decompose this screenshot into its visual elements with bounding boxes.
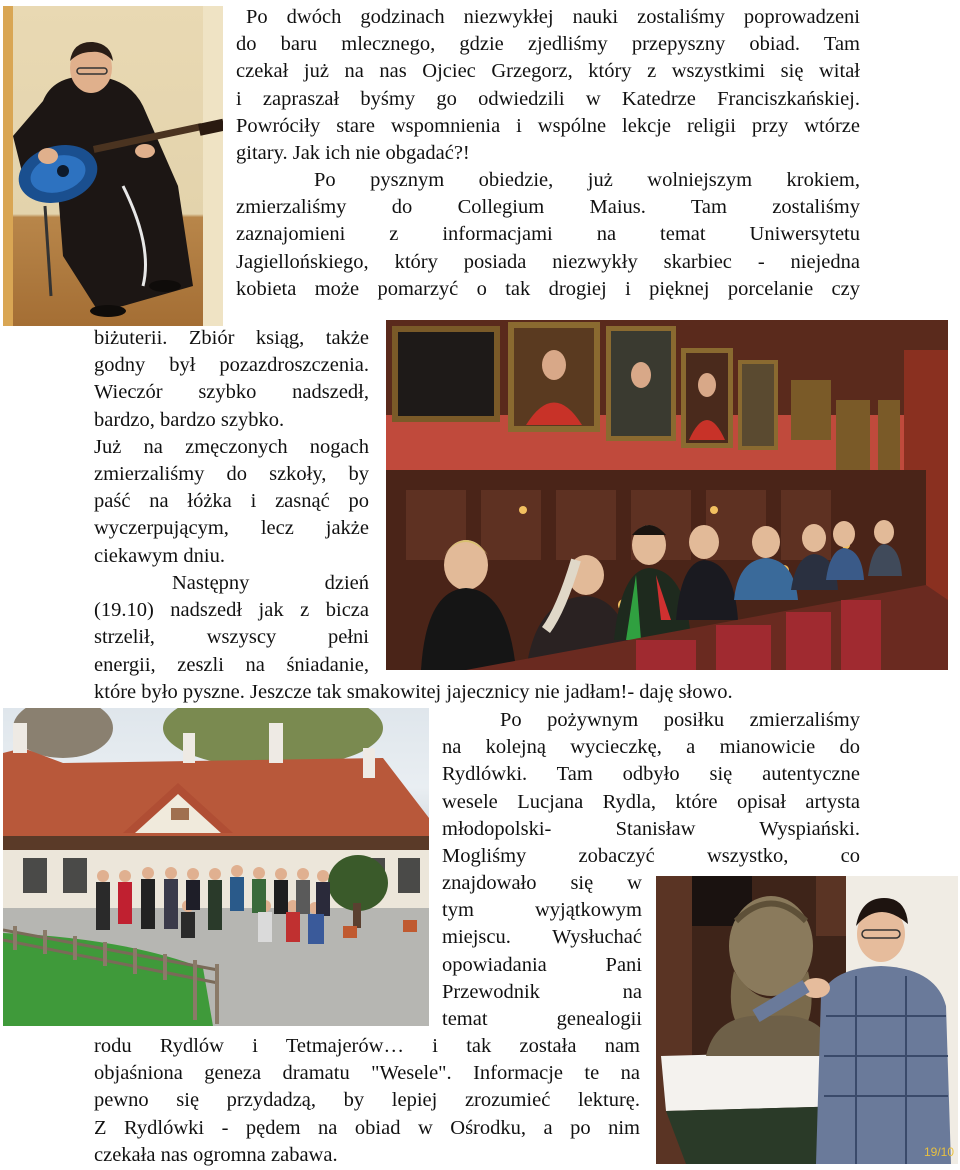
text-line: biżuterii. Zbiór ksiąg, także [94, 327, 369, 349]
text-line: tym wyjątkowym [442, 899, 642, 922]
text-line: opowiadania Pani [442, 953, 642, 976]
text-line: paść na łóżka i zasnąć po [94, 490, 369, 513]
paragraph-breakfast-line [94, 679, 854, 706]
text-line: czekał już na nas Ojciec Grzegorz, który z wszystkimi się witał [236, 60, 860, 83]
text-line: Z Rydlówki - pędem na obiad w Ośrodku, a po nim [94, 1116, 640, 1139]
text-line: Po dwóch godzinach niezwykłej nauki zostaliśmy poprowadzeni [246, 6, 860, 28]
text-line: temat genealogii [442, 1008, 642, 1031]
text-line: strzelił, wszyscy pełni [94, 626, 369, 649]
text-line: które było pyszne. Jeszcze tak smakowitej jajecznicy nie jadłam!- daję słowo. [94, 681, 733, 703]
text-line: Już na zmęczonych nogach [94, 435, 369, 458]
text-line: Po pysznym obiedzie, już wolniejszym krokiem, [314, 169, 860, 191]
text-line: znajdowało się w [442, 872, 642, 894]
text-line: wesele Lucjana Rydla, które opisał artysta [442, 790, 860, 813]
text-line: Rydlówki. Tam odbyło się autentyczne [442, 763, 860, 786]
text-line: godny był pozazdroszczenia. [94, 354, 369, 377]
text-line: (19.10) nadszedł jak z bicza [94, 599, 369, 622]
text-line: objaśniona geneza dramatu "Wesele". Informacje te na [94, 1062, 640, 1085]
photo-bust-drawing [656, 876, 958, 1164]
photo-hall-drawing [386, 320, 948, 670]
text-line: pewno się przydadzą, by lepiej zrozumieć lekturę. [94, 1089, 640, 1112]
text-line: Po pożywnym posiłku zmierzaliśmy [500, 709, 860, 731]
text-line: Następny dzień [172, 572, 369, 594]
photo-boy-with-bust [656, 876, 958, 1164]
text-line: gitary. Jak ich nie obgadać?! [236, 142, 470, 165]
paragraph-rydlowka [442, 707, 860, 870]
text-line: Mogliśmy zobaczyć wszystko, co [442, 845, 860, 868]
text-line: zmierzaliśmy do szkoły, by [94, 463, 369, 486]
text-line: ciekawym dniu. [94, 544, 225, 567]
text-line: wyczerpującym, lecz jakże [94, 517, 369, 540]
paragraph-lunch [236, 4, 860, 167]
text-line: kobieta może pomarzyć o tak drogiej i pięknej porcelanie czy [236, 277, 860, 300]
photo-friar-drawing [3, 6, 223, 326]
paragraph-collegium-maius [236, 167, 860, 303]
text-line: zmierzaliśmy do Collegium Maius. Tam zostaliśmy [236, 196, 860, 219]
text-line: zaznajomieni z informacjami na temat Uniwersytetu [236, 223, 860, 246]
text-line: do baru mlecznego, gdzie zjedliśmy przepyszny obiad. Tam [236, 33, 860, 56]
paragraph-guide [442, 870, 642, 1033]
text-line: Wieczór szybko nadszedł, [94, 381, 369, 404]
photo-collegium-maius-hall [386, 320, 948, 670]
text-line: rodu Rydlów i Tetmajerów… i tak została nam [94, 1035, 640, 1057]
text-line: Powróciły stare wspomnienia i wspólne lekcje religii przy wtórze [236, 114, 860, 137]
text-line: i zapraszał byśmy go odwiedzili w Katedrze Franciszkańskiej. [236, 87, 860, 110]
text-line: czekała nas ogromna zabawa. [94, 1143, 338, 1166]
text-line: Jagiellońskiego, który posiada niezwykły skarbiec - niejedna [236, 250, 860, 273]
photo-friar-with-guitar [3, 6, 223, 326]
text-line: na kolejną wycieczkę, a mianowicie do [442, 736, 860, 759]
text-line: bardzo, bardzo szybko. [94, 408, 285, 431]
text-line: Przewodnik na [442, 980, 642, 1003]
photo-rydlowka-manor-group [3, 708, 429, 1026]
photo-date-stamp: 19/10 [924, 1145, 955, 1159]
text-line: miejscu. Wysłuchać [442, 926, 642, 949]
paragraph-wesele [94, 1033, 640, 1169]
text-line: energii, zeszli na śniadanie, [94, 653, 369, 676]
photo-manor-drawing [3, 708, 429, 1026]
text-line: młodopolski- Stanisław Wyspiański. [442, 817, 860, 840]
paragraph-next-day [94, 570, 369, 679]
paragraph-evening [94, 325, 369, 570]
